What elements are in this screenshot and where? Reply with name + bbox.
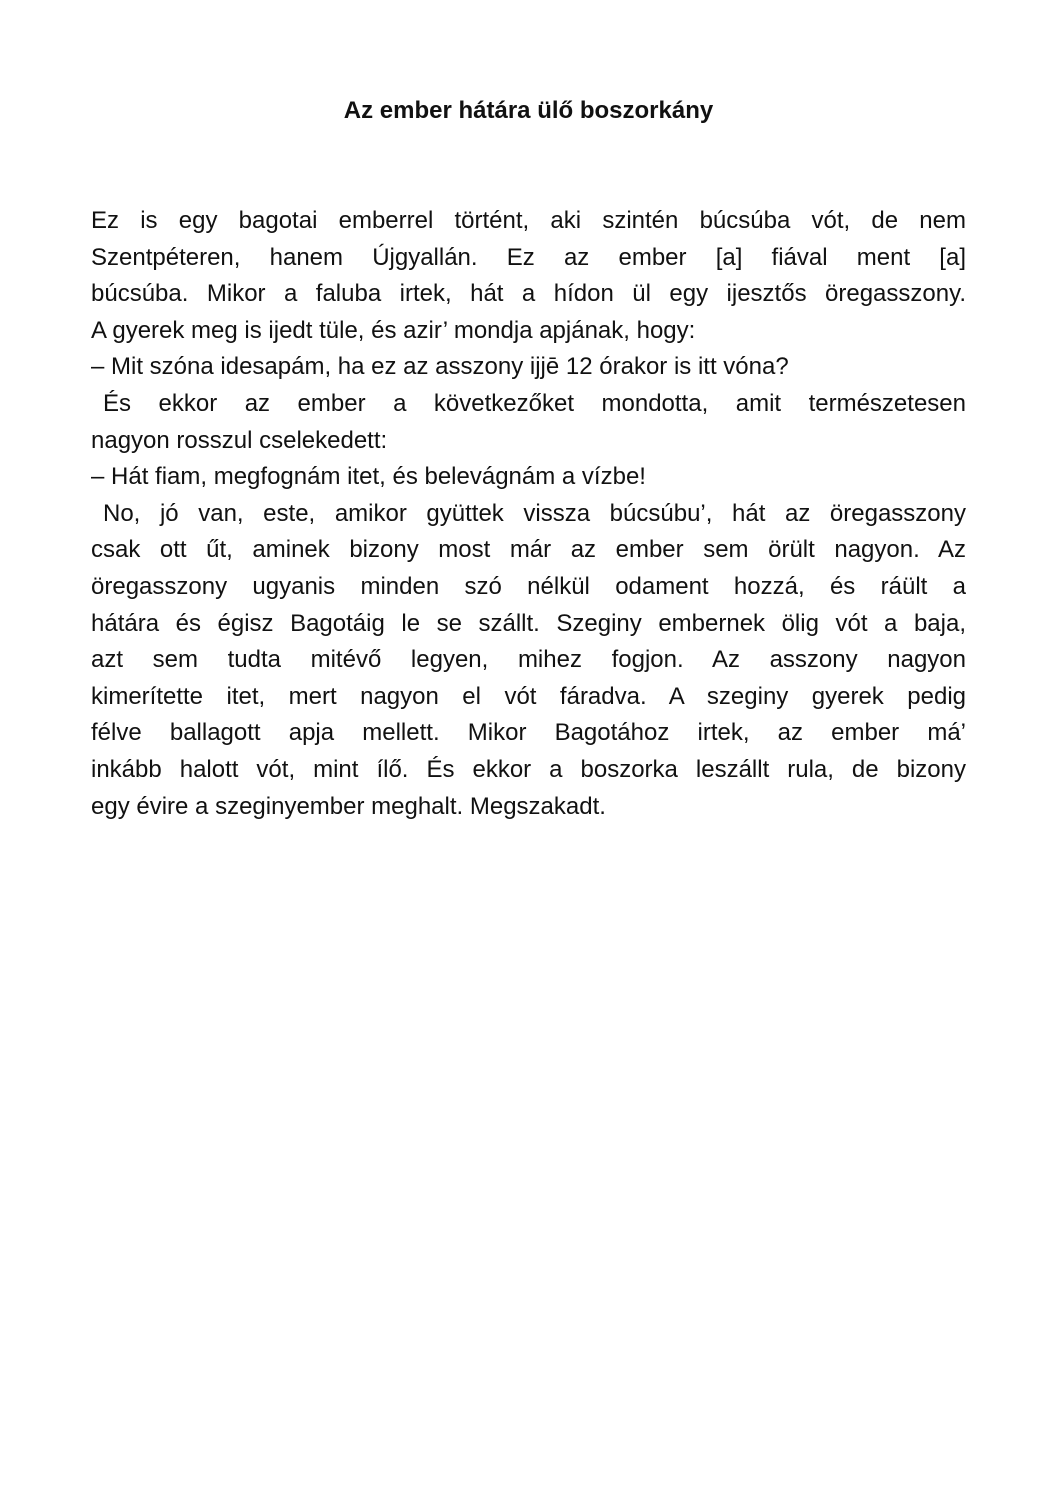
text-line: A gyerek meg is ijedt tüle, és azir’ mondja apjának, hogy: <box>91 316 696 344</box>
text-line: azt sem tudta mitévő legyen, mihez fogjon. Az asszony nagyon <box>91 646 966 674</box>
text-line: csak ott űt, aminek bizony most már az ember sem örült nagyon. Az <box>91 536 966 564</box>
text-line: – Hát fiam, megfognám itet, és belevágnám a vízbe! <box>91 463 646 491</box>
text-line: No, jó van, este, amikor gyüttek vissza búcsúbu’, hát az öregasszony <box>103 499 966 527</box>
text-line: Ez is egy bagotai emberrel történt, aki szintén búcsúba vót, de nem <box>91 207 966 234</box>
text-line: kimerítette itet, mert nagyon el vót fáradva. A szeginy gyerek pedig <box>91 682 966 710</box>
document-title: Az ember hátára ülő boszorkány <box>343 97 714 124</box>
text-line: hátára és égisz Bagotáig le se szállt. Szeginy embernek ölig vót a baja, <box>91 609 966 637</box>
text-line: félve ballagott apja mellett. Mikor Bagotához irtek, az ember má’ <box>91 719 966 747</box>
text-line: inkább halott vót, mint ílő. És ekkor a boszorka leszállt rula, de bizony <box>91 755 966 783</box>
text-line: És ekkor az ember a következőket mondotta, amit természetesen <box>103 389 966 417</box>
text-line: egy évire a szeginyember meghalt. Megszakadt. <box>91 792 606 820</box>
text-line: öregasszony ugyanis minden szó nélkül odament hozzá, és ráült a <box>91 572 966 600</box>
text-line: búcsúba. Mikor a faluba irtek, hát a hídon ül egy ijesztős öregasszony. <box>91 280 966 308</box>
text-line: Szentpéteren, hanem Újgyallán. Ez az ember [a] fiával ment [a] <box>91 243 966 271</box>
text-line: nagyon rosszul cselekedett: <box>91 426 388 454</box>
text-line: – Mit szóna idesapám, ha ez az asszony ijjē 12 órakor is itt vóna? <box>91 353 789 381</box>
document-body <box>91 203 966 825</box>
